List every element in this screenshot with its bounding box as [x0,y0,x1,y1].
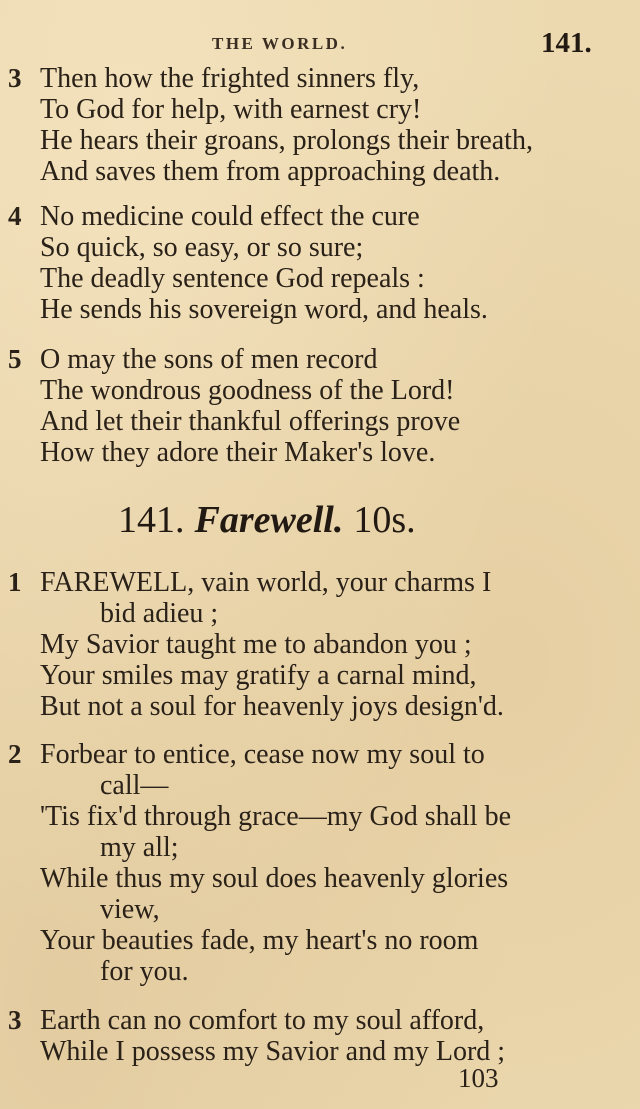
verse-line: My Savior taught me to abandon you ; [40,629,472,660]
verse-line-continuation: call— [100,770,169,801]
hymn-number: 141. [118,499,185,541]
stanza-prev-4 [0,201,640,325]
stanza-number: 2 [8,739,22,769]
verse-line: Earth can no comfort to my soul afford, [40,1005,485,1036]
verse-line: So quick, so easy, or so sure; [40,232,364,263]
stanza-3 [0,1005,640,1067]
stanza-1 [0,567,640,722]
verse-line: But not a soul for heavenly joys design'd. [40,691,504,722]
verse-line-continuation: bid adieu ; [100,598,219,629]
signature-mark: 103 [458,1063,499,1093]
page-number: 141. [541,27,592,59]
verse-line: He hears their groans, prolongs their breath, [40,125,533,156]
verse-line: FAREWELL, vain world, your charms I [40,567,492,598]
stanza-number: 3 [8,63,22,93]
verse-line: To God for help, with earnest cry! [40,94,422,125]
verse-line: Your beauties fade, my heart's no room [40,925,479,956]
verse-line: While thus my soul does heavenly glories [40,863,509,894]
stanza-prev-3 [0,63,640,187]
verse-line-continuation: view, [100,894,160,925]
verse-line: How they adore their Maker's love. [40,437,436,468]
stanza-number: 5 [8,344,22,374]
verse-line-continuation: for you. [100,956,189,987]
running-title: THE WORLD. [212,34,348,53]
running-head [0,27,640,64]
verse-line: The deadly sentence God repeals : [40,263,425,294]
hymn-title: Farewell. [194,499,344,541]
verse-line: Your smiles may gratify a carnal mind, [40,660,477,691]
stanza-number: 4 [8,201,22,231]
stanza-2 [0,739,640,987]
verse-line: He sends his sovereign word, and heals. [40,294,488,325]
verse-line: While I possess my Savior and my Lord ; [40,1036,506,1067]
verse-line-continuation: my all; [100,832,179,863]
verse-line: The wondrous goodness of the Lord! [40,375,455,406]
verse-line: No medicine could effect the cure [40,201,420,232]
verse-line: Then how the frighted sinners fly, [40,63,420,94]
verse-line: And let their thankful offerings prove [40,406,461,437]
verse-line: O may the sons of men record [40,344,378,375]
hymn-meter: 10s. [353,499,416,541]
verse-line: And saves them from approaching death. [40,156,501,187]
verse-line: 'Tis fix'd through grace—my God shall be [40,801,512,832]
stanza-number: 3 [8,1005,22,1035]
stanza-number: 1 [8,567,22,597]
hymn-heading [118,498,416,542]
verse-line: Forbear to entice, cease now my soul to [40,739,485,770]
stanza-prev-5 [0,344,640,468]
